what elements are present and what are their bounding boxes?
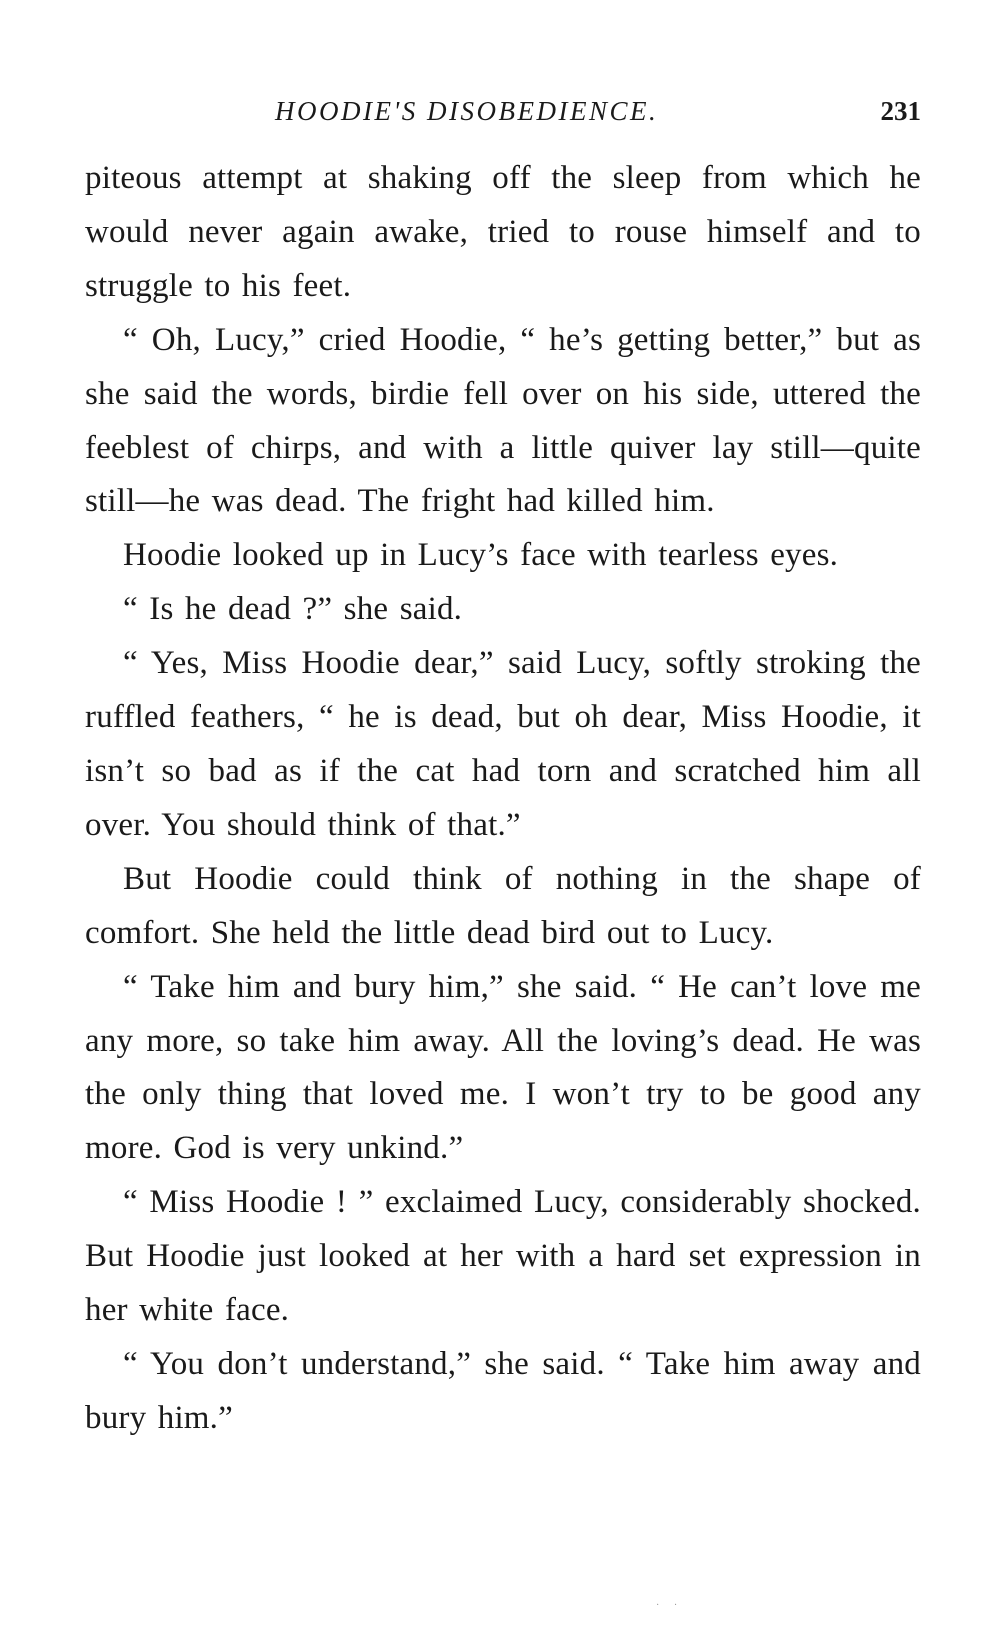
- page-header: [85, 96, 921, 136]
- paragraph: But Hoodie could think of nothing in the shape of comfort. She held the little dead bird out to Lucy.: [85, 860, 921, 951]
- paragraph: “ Oh, Lucy,” cried Hoodie, “ he’s getting better,” but as she said the words, birdie fell over on his side, uttered the feeblest of chirps, and with a little quiver lay still—quite still—he was dead. The fright had killed him.: [85, 321, 921, 520]
- body-text: [85, 152, 921, 1446]
- paragraph: “ Miss Hoodie ! ” exclaimed Lucy, considerably shocked. But Hoodie just looked at her with a hard set expression in her white face.: [85, 1184, 921, 1329]
- print-speck: · ·: [656, 1600, 684, 1611]
- running-title: HOODIE'S DISOBEDIENCE.: [275, 96, 659, 126]
- paragraph: “ Is he dead ?” she said.: [123, 591, 463, 628]
- paragraph: Hoodie looked up in Lucy’s face with tearless eyes.: [123, 537, 839, 574]
- paragraph: “ Take him and bury him,” she said. “ He can’t love me any more, so take him away. All the loving’s dead. He was the only thing that loved me. I won’t try to be good any more. God is very unkind.”: [85, 968, 921, 1167]
- paragraph: “ Yes, Miss Hoodie dear,” said Lucy, softly stroking the ruffled feathers, “ he is dead, but oh dear, Miss Hoodie, it isn’t so bad as if the cat had torn and scratched him all over. You should think of that.”: [85, 645, 921, 843]
- paragraph: piteous attempt at shaking off the sleep from which he would never again awake, tried to rouse himself and to struggle to his feet.: [85, 160, 921, 304]
- paragraph: “ You don’t understand,” she said. “ Take him away and bury him.”: [85, 1345, 921, 1436]
- page-number: 231: [880, 96, 921, 126]
